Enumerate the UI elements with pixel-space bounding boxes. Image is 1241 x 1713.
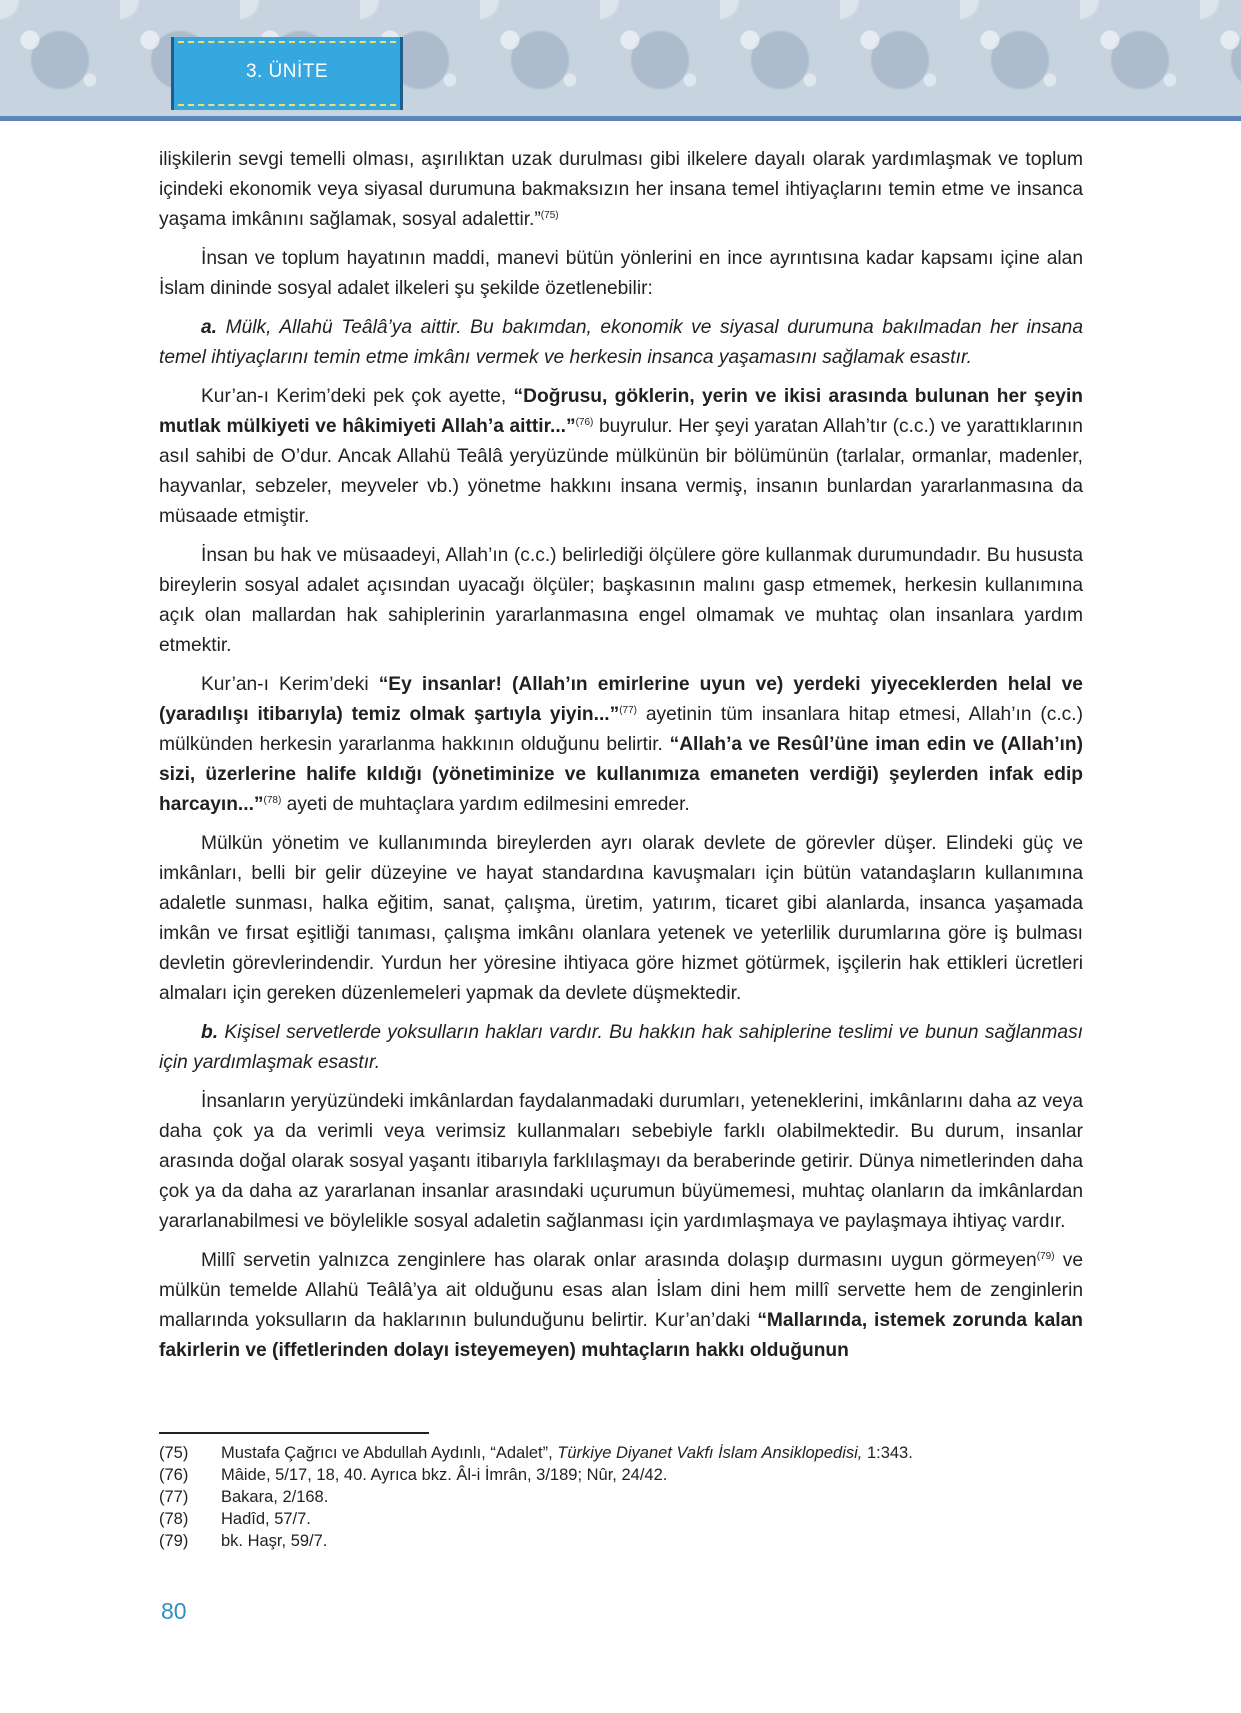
paragraph — [159, 670, 1083, 820]
paragraph — [159, 382, 1083, 532]
footnote-ref: (77) — [619, 705, 638, 716]
footnote-ref: (78) — [263, 795, 282, 806]
text-run: İnsan ve toplum hayatının maddi, manevi bütün yönlerini en ince ayrıntısına kadar kapsamı içine alan İslam dininde sosyal adalet ilkeleri şu şekilde özetlenebilir: — [159, 248, 1083, 299]
emphasis-text: “Doğrusu, göklerin, yerin ve ikisi arasında bulunan her şeyin mutlak mülkiyeti ve hâkimiyeti Allah’a aittir...” — [159, 386, 1083, 437]
footnote-ref: (79) — [1036, 1251, 1055, 1262]
text-run: ayetinin tüm insanlara hitap etmesi, Allah’ın (c.c.) mülkünden herkesin yararlanma hakkının olduğunu belirtir. — [159, 704, 1083, 755]
principle-b — [159, 1018, 1083, 1078]
text-run: Kişisel servetlerde yoksulların hakları vardır. Bu hakkın hak sahiplerine teslimi ve bunun sağlanması için yardımlaşmak esastır. — [159, 1022, 1083, 1073]
footnotes — [159, 1442, 1079, 1552]
footnote-divider — [159, 1432, 429, 1434]
text-run: Mülk, Allahü Teâlâ’ya aittir. Bu bakımdan, ekonomik ve siyasal durumuna bakılmadan her insana temel ihtiyaçlarını temin etme imkânı vermek ve herkesin insanca yaşamasını sağlamak esastır. — [159, 317, 1083, 368]
emphasis-text: a. — [201, 317, 218, 338]
principle-a — [159, 313, 1083, 373]
text-run: ve mülkün temelde Allahü Teâlâ’ya ait olduğunu esas alan İslam dini hem millî servette hem de zenginlerin mallarında yoksulların da haklarının bulunduğunu belirtir. Kur’an’daki — [159, 1250, 1083, 1331]
footnote-text: Bakara, 2/168. — [221, 1488, 329, 1506]
text-run: ilişkilerin sevgi temelli olması, aşırılıktan uzak durulması gibi ilkelere dayalı olarak yardımlaşmak ve toplum içindeki ekonomik veya siyasal durumuna bakmaksızın her insana temel ihtiyaçlarını temin etme ve insanca yaşama imkânını sağlamak, sosyal adalettir.” — [159, 149, 1083, 230]
footnote-text: Hadîd, 57/7. — [221, 1510, 311, 1528]
header-stripe — [0, 116, 1241, 121]
paragraph — [159, 244, 1083, 304]
paragraph — [159, 829, 1083, 1009]
paragraph — [159, 1087, 1083, 1237]
text-run: ayeti de muhtaçlara yardım edilmesini emreder. — [281, 794, 690, 815]
footnote-ref: (75) — [540, 210, 559, 221]
unit-label: 3. ÜNİTE — [245, 61, 329, 82]
text-run: Kur’an-ı Kerim’deki pek çok ayette, — [201, 386, 514, 407]
text-run: İnsanların yeryüzündeki imkânlardan faydalanmadaki durumları, yeteneklerini, imkânlarını daha az veya daha çok ya da verimli veya verimsiz kullanmaları sebebiyle farklı olabilmektedir. Bu durum, insanlar arasında doğal olarak sosyal yaşantı itibarıyla farklılaşmayı da beraberinde getirir. Dünya nimetlerinden daha çok ya da daha az yararlanan insanlar arasındaki uçurumun büyümemesi, muhtaç olanların da imkânlardan yararlanabilmesi ve böylelikle sosyal adaletin sağlanması için yardımlaşmaya ve paylaşmaya ihtiyaç vardır. — [159, 1091, 1083, 1232]
paragraph — [159, 1246, 1083, 1366]
footnote-number: (76) — [159, 1466, 189, 1484]
footnote — [159, 1530, 1079, 1552]
text-run: Mülkün yönetim ve kullanımında bireylerden ayrı olarak devlete de görevler düşer. Elindeki güç ve imkânları, belli bir gelir düzeyine ve hayat standardına kavuşmaları için bütün vatandaşların kullanımına adaletle sunması, halka eğitim, sanat, çalışma, üretim, yatırım, ticaret gibi alanlarda, insanca yaşamada imkân ve fırsat eşitliği tanıması, çalışma imkânı olanlara yetenek ve yeterlilik durumlarına göre iş bulması devletin görevlerindendir. Yurdun her yöresine ihtiyaca göre hizmet götürmek, işçilerin hak ettikleri ücretleri almaları için gereken düzenlemeleri yapmak da devlete düşmektedir. — [159, 833, 1083, 1004]
footnote — [159, 1442, 1079, 1464]
emphasis-text: b. — [201, 1022, 219, 1043]
footnote — [159, 1486, 1079, 1508]
footnote-text: Mustafa Çağrıcı ve Abdullah Aydınlı, “Adalet”, Türkiye Diyanet Vakfı İslam Ansiklopedisi, 1:343. — [221, 1444, 913, 1462]
footnote-text: bk. Haşr, 59/7. — [221, 1532, 328, 1550]
paragraph — [159, 541, 1083, 661]
footnote-number: (79) — [159, 1532, 189, 1550]
text-run: İnsan bu hak ve müsaadeyi, Allah’ın (c.c.) belirlediği ölçülere göre kullanmak durumundadır. Bu hususta bireylerin sosyal adalet açısından uyacağı ölçüler; başkasının malını gasp etmemek, herkesin kullanımına açık olan mallardan hak sahiplerinin yararlanmasına engel olmamak ve muhtaç olan insanlara yardım etmektir. — [159, 545, 1083, 656]
footnote-number: (78) — [159, 1510, 189, 1528]
emphasis-text: “Allah’a ve Resûl’üne iman edin ve (Allah’ın) sizi, üzerlerine halife kıldığı (yönetiminize ve kullanımıza emaneten verdiği) şeylerden infak edip harcayın...” — [159, 734, 1083, 815]
emphasis-text: “Ey insanlar! (Allah’ın emirlerine uyun ve) yerdeki yiyeceklerden helal ve (yaradılışı itibarıyla) temiz olmak şartıyla yiyin...” — [159, 674, 1083, 725]
text-run: buyrulur. Her şeyi yaratan Allah’tır (c.c.) ve yarattıklarının asıl sahibi de O’dur. Ancak Allahü Teâlâ yeryüzünde mülkünün bir bölümünün (tarlalar, ormanlar, madenler, hayvanlar, sebzeler, meyveler vb.) yönetme hakkını insana vermiş, insanın bunlardan yararlanmasına da müsaade etmiştir. — [159, 416, 1083, 527]
paragraph — [159, 145, 1083, 235]
unit-tab — [171, 37, 403, 110]
footnote-number: (77) — [159, 1488, 189, 1506]
main-text — [159, 145, 1083, 1375]
text-run: Kur’an-ı Kerim’deki — [201, 674, 379, 695]
footnote-source-title: Türkiye Diyanet Vakfı İslam Ansiklopedisi, — [557, 1444, 863, 1462]
emphasis-text: “Mallarında, istemek zorunda kalan fakirlerin ve (iffetlerinden dolayı isteyemeyen) muhtaçların hakkı olduğunun — [159, 1310, 1083, 1361]
footnote-text: Mâide, 5/17, 18, 40. Ayrıca bkz. Âl-i İmrân, 3/189; Nûr, 24/42. — [221, 1466, 668, 1484]
footnote — [159, 1464, 1079, 1486]
page-number: 80 — [161, 1598, 187, 1624]
footnote-ref: (76) — [575, 417, 594, 428]
text-run: Millî servetin yalnızca zenginlere has olarak onlar arasında dolaşıp durmasını uygun görmeyen — [201, 1250, 1037, 1271]
footnote-number: (75) — [159, 1444, 189, 1462]
footnote — [159, 1508, 1079, 1530]
